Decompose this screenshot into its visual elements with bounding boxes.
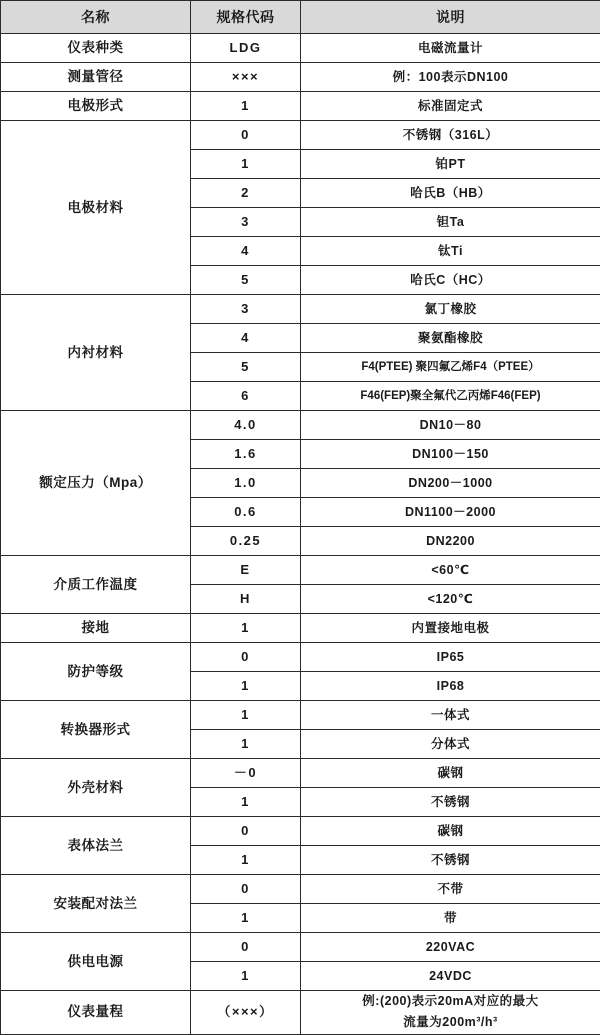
spec-code-cell: 1	[191, 788, 301, 817]
spec-description-cell: <60℃	[301, 556, 600, 585]
spec-code-cell: 0	[191, 121, 301, 150]
spec-description-cell: 内置接地电极	[301, 614, 600, 643]
spec-description-cell: 220VAC	[301, 933, 600, 962]
spec-code-cell: 1	[191, 92, 301, 121]
column-header-name: 名称	[1, 1, 191, 34]
table-row	[1, 411, 600, 440]
row-group-name: 外壳材料	[1, 759, 191, 817]
table-row	[1, 92, 600, 121]
table-row	[1, 701, 600, 730]
table-row	[1, 295, 600, 324]
spec-code-cell: 0	[191, 933, 301, 962]
spec-description-cell: 哈氏C（HC）	[301, 266, 600, 295]
row-group-name: 仪表量程	[1, 991, 191, 1035]
spec-code-cell: 1	[191, 846, 301, 875]
spec-description-cell: <120℃	[301, 585, 600, 614]
spec-description-cell: 不锈钢	[301, 846, 600, 875]
spec-code-cell: 1.0	[191, 469, 301, 498]
spec-description-cell: 24VDC	[301, 962, 600, 991]
row-group-name: 安装配对法兰	[1, 875, 191, 933]
spec-description-cell: 碳钢	[301, 759, 600, 788]
spec-code-cell: LDG	[191, 34, 301, 63]
spec-code-cell: 1	[191, 701, 301, 730]
row-group-name: 内衬材料	[1, 295, 191, 411]
spec-code-cell: 1	[191, 904, 301, 933]
spec-code-cell: 4	[191, 324, 301, 353]
row-group-name: 仪表种类	[1, 34, 191, 63]
spec-code-cell: 1.6	[191, 440, 301, 469]
spec-description-cell: F4(PTEE) 聚四氟乙烯F4（PTEE）	[301, 353, 600, 382]
table-row	[1, 34, 600, 63]
spec-description-cell: 一体式	[301, 701, 600, 730]
spec-description-cell: 哈氏B（HB）	[301, 179, 600, 208]
spec-code-cell: 1	[191, 672, 301, 701]
row-group-name: 接地	[1, 614, 191, 643]
table-row	[1, 63, 600, 92]
spec-description-cell: IP68	[301, 672, 600, 701]
spec-description-cell: 不锈钢（316L）	[301, 121, 600, 150]
spec-description-cell: 聚氨酯橡胶	[301, 324, 600, 353]
table-row	[1, 759, 600, 788]
spec-code-cell: 0.6	[191, 498, 301, 527]
table-row	[1, 817, 600, 846]
spec-description-cell: 带	[301, 904, 600, 933]
spec-code-cell: 5	[191, 353, 301, 382]
row-group-name: 表体法兰	[1, 817, 191, 875]
spec-code-cell: （×××）	[191, 991, 301, 1035]
spec-code-cell: 3	[191, 208, 301, 237]
spec-description-cell: 不带	[301, 875, 600, 904]
spec-code-cell: 1	[191, 962, 301, 991]
spec-description-cell: 氯丁橡胶	[301, 295, 600, 324]
spec-description-cell: 铂PT	[301, 150, 600, 179]
spec-code-cell: 1	[191, 150, 301, 179]
spec-code-cell: 1	[191, 614, 301, 643]
spec-code-cell: －0	[191, 759, 301, 788]
spec-description-cell: 不锈钢	[301, 788, 600, 817]
row-group-name: 供电电源	[1, 933, 191, 991]
spec-description-cell: 碳钢	[301, 817, 600, 846]
table-row	[1, 875, 600, 904]
spec-description-cell: 钽Ta	[301, 208, 600, 237]
table-header	[1, 1, 600, 34]
spec-description-cell: 钛Ti	[301, 237, 600, 266]
spec-description-cell: 例：100表示DN100	[301, 63, 600, 92]
table-row	[1, 991, 600, 1035]
spec-description-cell: DN2200	[301, 527, 600, 556]
spec-description-cell: DN10－80	[301, 411, 600, 440]
spec-code-cell: 2	[191, 179, 301, 208]
spec-description-cell: DN100－150	[301, 440, 600, 469]
row-group-name: 介质工作温度	[1, 556, 191, 614]
row-group-name: 测量管径	[1, 63, 191, 92]
row-group-name: 电极材料	[1, 121, 191, 295]
spec-code-cell: 1	[191, 730, 301, 759]
spec-code-cell: 0	[191, 643, 301, 672]
spec-code-cell: 0	[191, 875, 301, 904]
table-row	[1, 556, 600, 585]
spec-description-cell: 标准固定式	[301, 92, 600, 121]
spec-description-cell: 例:(200)表示20mA对应的最大 流量为200m³/h³	[301, 991, 600, 1035]
spec-description-cell: IP65	[301, 643, 600, 672]
spec-code-cell: 3	[191, 295, 301, 324]
column-header-code: 规格代码	[191, 1, 301, 34]
spec-description-cell: F46(FEP)聚全氟代乙丙烯F46(FEP)	[301, 382, 600, 411]
spec-code-cell: 6	[191, 382, 301, 411]
spec-code-cell: ×××	[191, 63, 301, 92]
row-group-name: 转换器形式	[1, 701, 191, 759]
table-row	[1, 643, 600, 672]
spec-description-cell: DN1100－2000	[301, 498, 600, 527]
spec-description-cell: DN200－1000	[301, 469, 600, 498]
spec-code-cell: 4	[191, 237, 301, 266]
table-header-row	[1, 1, 600, 34]
table-row	[1, 933, 600, 962]
row-group-name: 额定压力（Mpa）	[1, 411, 191, 556]
spec-code-cell: 5	[191, 266, 301, 295]
spec-code-cell: 0	[191, 817, 301, 846]
spec-code-cell: 4.0	[191, 411, 301, 440]
spec-description-cell: 电磁流量计	[301, 34, 600, 63]
table-row	[1, 121, 600, 150]
spec-code-cell: E	[191, 556, 301, 585]
table-body	[1, 34, 600, 1035]
column-header-description: 说明	[301, 1, 600, 34]
spec-description-cell: 分体式	[301, 730, 600, 759]
row-group-name: 电极形式	[1, 92, 191, 121]
spec-code-cell: H	[191, 585, 301, 614]
spec-code-cell: 0.25	[191, 527, 301, 556]
row-group-name: 防护等级	[1, 643, 191, 701]
table-row	[1, 614, 600, 643]
